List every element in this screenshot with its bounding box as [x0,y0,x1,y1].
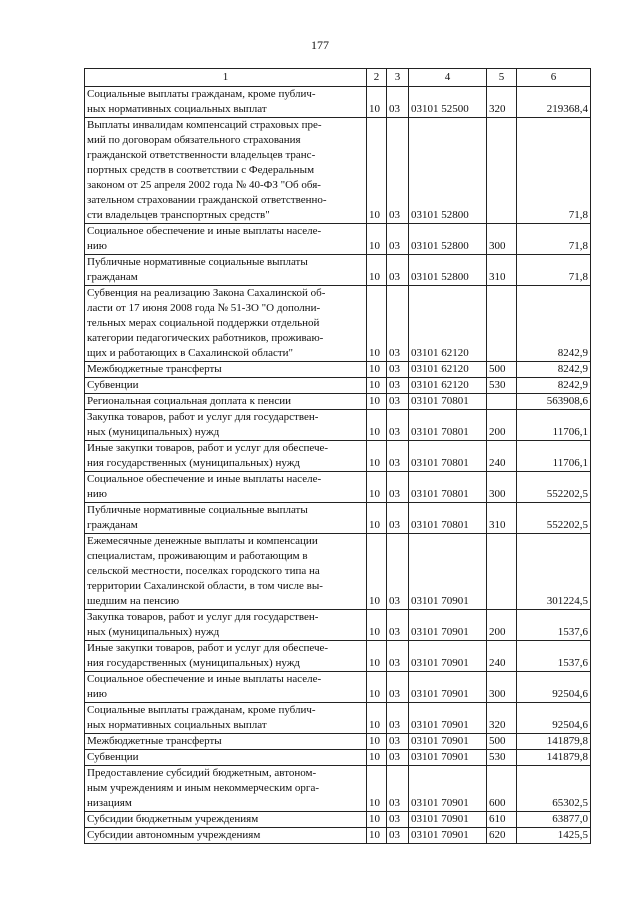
row-amount: 71,8 [517,255,591,286]
row-section-code: 10 [367,734,387,750]
row-name: Межбюджетные трансферты [85,734,367,750]
row-name: Межбюджетные трансферты [85,362,367,378]
row-expense-type: 610 [487,812,517,828]
row-expense-type [487,118,517,224]
row-name: Закупка товаров, работ и услуг для государствен- ных (муниципальных) нужд [85,610,367,641]
table-row [85,394,591,410]
row-section-code: 10 [367,641,387,672]
row-section-code: 10 [367,766,387,812]
row-amount: 141879,8 [517,750,591,766]
row-amount: 8242,9 [517,378,591,394]
table-body [85,87,591,844]
row-expense-type: 300 [487,472,517,503]
row-target-code: 03101 62120 [409,286,487,362]
row-target-code: 03101 70901 [409,672,487,703]
row-expense-type: 300 [487,672,517,703]
table-row [85,255,591,286]
row-target-code: 03101 62120 [409,362,487,378]
row-expense-type: 530 [487,750,517,766]
table-row [85,812,591,828]
row-section-code: 10 [367,441,387,472]
row-amount: 1425,5 [517,828,591,844]
row-subsection-code: 03 [387,394,409,410]
row-target-code: 03101 70801 [409,441,487,472]
row-amount: 8242,9 [517,286,591,362]
row-section-code: 10 [367,672,387,703]
row-subsection-code: 03 [387,750,409,766]
table-row [85,472,591,503]
row-subsection-code: 03 [387,734,409,750]
row-target-code: 03101 62120 [409,378,487,394]
row-name: Субвенции [85,750,367,766]
row-name: Социальные выплаты гражданам, кроме публич- ных нормативных социальных выплат [85,87,367,118]
row-subsection-code: 03 [387,410,409,441]
table-row [85,118,591,224]
table-row [85,410,591,441]
row-subsection-code: 03 [387,255,409,286]
row-subsection-code: 03 [387,224,409,255]
row-section-code: 10 [367,828,387,844]
row-expense-type [487,534,517,610]
row-expense-type: 240 [487,441,517,472]
row-section-code: 10 [367,255,387,286]
table-row [85,766,591,812]
row-target-code: 03101 70901 [409,812,487,828]
table-row [85,828,591,844]
row-target-code: 03101 52800 [409,224,487,255]
row-name: Социальные выплаты гражданам, кроме публич- ных нормативных социальных выплат [85,703,367,734]
row-subsection-code: 03 [387,641,409,672]
row-amount: 552202,5 [517,503,591,534]
row-name: Социальное обеспечение и иные выплаты населе- нию [85,224,367,255]
column-header: 2 [367,69,387,87]
row-section-code: 10 [367,224,387,255]
row-section-code: 10 [367,750,387,766]
row-subsection-code: 03 [387,286,409,362]
column-header: 3 [387,69,409,87]
row-amount: 563908,6 [517,394,591,410]
row-name: Публичные нормативные социальные выплаты гражданам [85,255,367,286]
table-row [85,703,591,734]
table-row [85,734,591,750]
table-row [85,672,591,703]
row-name: Иные закупки товаров, работ и услуг для обеспече- ния государственных (муниципальных) нужд [85,641,367,672]
table-row [85,441,591,472]
row-name: Субсидии бюджетным учреждениям [85,812,367,828]
row-target-code: 03101 70901 [409,828,487,844]
row-name: Предоставление субсидий бюджетным, автоном- ным учреждениям и иным некоммерческим орга- низациям [85,766,367,812]
row-section-code: 10 [367,394,387,410]
row-expense-type: 310 [487,503,517,534]
row-amount: 219368,4 [517,87,591,118]
row-section-code: 10 [367,410,387,441]
row-subsection-code: 03 [387,441,409,472]
row-target-code: 03101 70801 [409,394,487,410]
row-target-code: 03101 70901 [409,750,487,766]
row-subsection-code: 03 [387,118,409,224]
row-subsection-code: 03 [387,87,409,118]
row-name: Закупка товаров, работ и услуг для государствен- ных (муниципальных) нужд [85,410,367,441]
row-target-code: 03101 70901 [409,734,487,750]
row-section-code: 10 [367,703,387,734]
row-subsection-code: 03 [387,362,409,378]
column-header: 6 [517,69,591,87]
row-name: Ежемесячные денежные выплаты и компенсации специалистам, проживающим и работающим в сельской местности, поселках городского типа на территории Сахалинской области, в том числе вы- шедшим на пенсию [85,534,367,610]
row-amount: 71,8 [517,224,591,255]
row-name: Публичные нормативные социальные выплаты гражданам [85,503,367,534]
row-section-code: 10 [367,812,387,828]
column-header: 1 [85,69,367,87]
row-name: Социальное обеспечение и иные выплаты населе- нию [85,472,367,503]
row-amount: 8242,9 [517,362,591,378]
row-expense-type: 310 [487,255,517,286]
table-row [85,87,591,118]
row-name: Социальное обеспечение и иные выплаты населе- нию [85,672,367,703]
row-expense-type: 320 [487,703,517,734]
row-expense-type: 200 [487,610,517,641]
column-header: 4 [409,69,487,87]
row-section-code: 10 [367,503,387,534]
table-row [85,224,591,255]
row-subsection-code: 03 [387,472,409,503]
row-subsection-code: 03 [387,534,409,610]
row-amount: 1537,6 [517,610,591,641]
row-expense-type: 500 [487,734,517,750]
row-amount: 301224,5 [517,534,591,610]
row-expense-type [487,286,517,362]
row-subsection-code: 03 [387,828,409,844]
table-row [85,362,591,378]
row-amount: 65302,5 [517,766,591,812]
table-row [85,378,591,394]
row-name: Субсидии автономным учреждениям [85,828,367,844]
row-section-code: 10 [367,472,387,503]
column-header: 5 [487,69,517,87]
row-section-code: 10 [367,378,387,394]
table-row [85,750,591,766]
row-subsection-code: 03 [387,703,409,734]
row-name: Выплаты инвалидам компенсаций страховых пре- мий по договорам обязательного страхования гражданской ответственности владельцев транс- портных средств в соответствии с Федеральным законом от 25 апреля 2002 года № 40-ФЗ "Об обя- зательном страховании гражданской ответственно- сти владельцев транспортных средств" [85,118,367,224]
row-subsection-code: 03 [387,672,409,703]
row-expense-type: 300 [487,224,517,255]
row-name: Региональная социальная доплата к пенсии [85,394,367,410]
row-subsection-code: 03 [387,766,409,812]
row-amount: 92504,6 [517,703,591,734]
row-target-code: 03101 70801 [409,472,487,503]
row-target-code: 03101 70901 [409,534,487,610]
row-target-code: 03101 70901 [409,766,487,812]
table-row [85,503,591,534]
row-subsection-code: 03 [387,812,409,828]
row-section-code: 10 [367,610,387,641]
row-subsection-code: 03 [387,503,409,534]
row-amount: 11706,1 [517,410,591,441]
row-expense-type: 200 [487,410,517,441]
table-row [85,534,591,610]
row-target-code: 03101 70801 [409,410,487,441]
row-target-code: 03101 52800 [409,255,487,286]
page-number: 177 [311,38,329,52]
row-subsection-code: 03 [387,610,409,641]
row-target-code: 03101 52500 [409,87,487,118]
row-expense-type: 320 [487,87,517,118]
row-expense-type: 600 [487,766,517,812]
row-section-code: 10 [367,362,387,378]
row-amount: 141879,8 [517,734,591,750]
row-section-code: 10 [367,87,387,118]
table-row [85,641,591,672]
row-expense-type: 500 [487,362,517,378]
row-target-code: 03101 70801 [409,503,487,534]
row-section-code: 10 [367,534,387,610]
row-amount: 92504,6 [517,672,591,703]
row-target-code: 03101 52800 [409,118,487,224]
row-amount: 71,8 [517,118,591,224]
row-subsection-code: 03 [387,378,409,394]
budget-table [84,68,591,844]
row-amount: 1537,6 [517,641,591,672]
row-amount: 63877,0 [517,812,591,828]
row-name: Субвенция на реализацию Закона Сахалинской об- ласти от 17 июня 2008 года № 51-ЗО "О дополни- тельных мерах социальной поддержки отдельной категории педагогических работников, проживаю- щих и работающих в Сахалинской области" [85,286,367,362]
row-amount: 11706,1 [517,441,591,472]
row-expense-type: 530 [487,378,517,394]
row-target-code: 03101 70901 [409,641,487,672]
row-section-code: 10 [367,286,387,362]
row-expense-type: 240 [487,641,517,672]
row-section-code: 10 [367,118,387,224]
table-row [85,286,591,362]
row-name: Иные закупки товаров, работ и услуг для обеспече- ния государственных (муниципальных) нужд [85,441,367,472]
row-target-code: 03101 70901 [409,703,487,734]
row-target-code: 03101 70901 [409,610,487,641]
row-expense-type: 620 [487,828,517,844]
row-expense-type [487,394,517,410]
row-amount: 552202,5 [517,472,591,503]
row-name: Субвенции [85,378,367,394]
table-row [85,610,591,641]
header-row [85,69,591,87]
